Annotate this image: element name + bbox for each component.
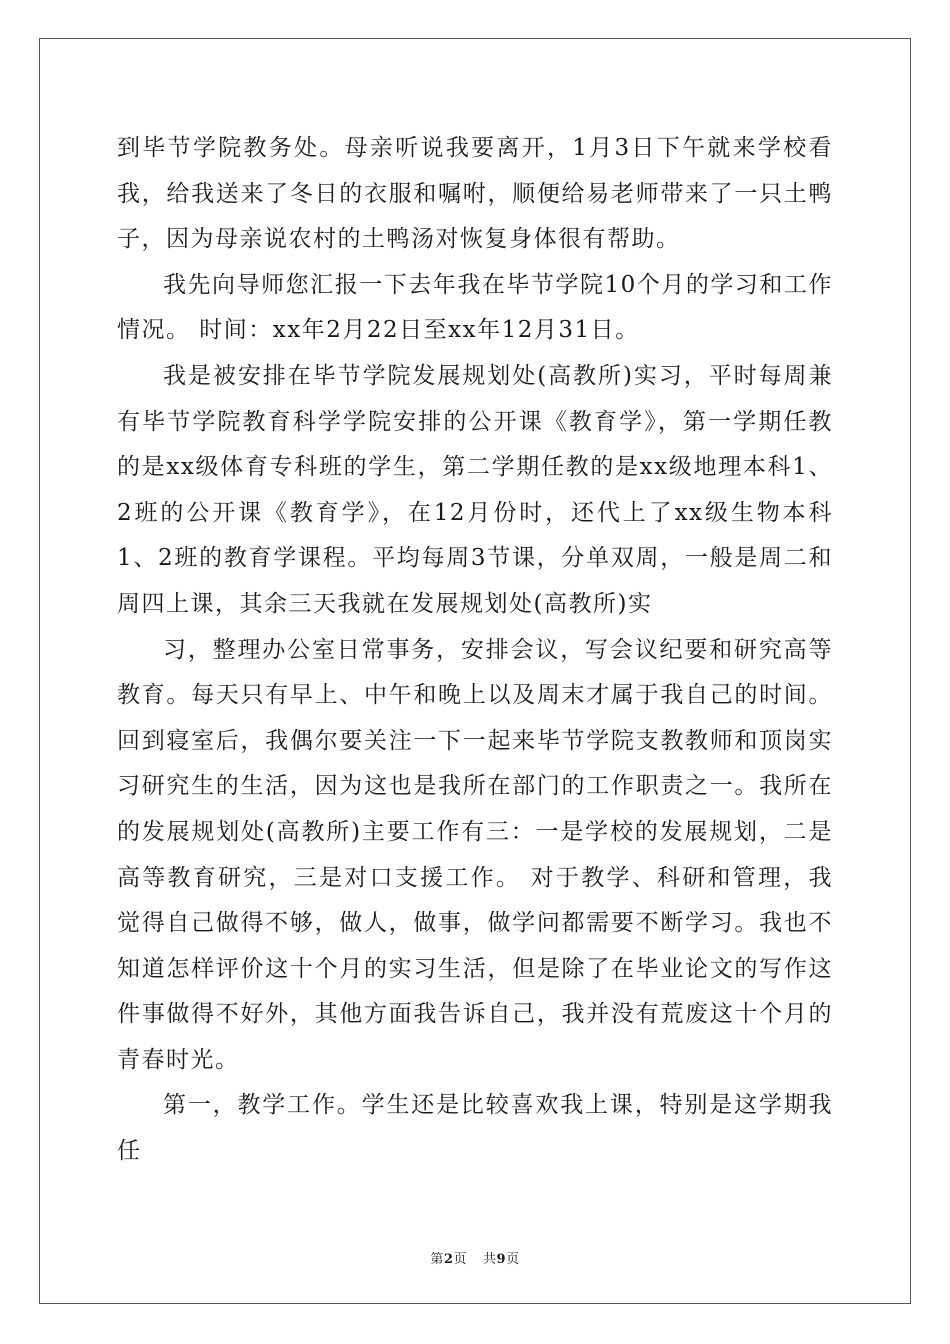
paragraph-3: 我是被安排在毕节学院发展规划处(高教所)实习，平时每周兼有毕节学院教育科学学院安排的公开课《教育学》，第一学期任教的是xx级体育专科班的学生，第二学期任教的是xx级地理本科1、2班的公开课《教育学》，在12月份时，还代上了xx级生物本科1、2班的教育学课程。平均每周3节课，分单双周，一般是周二和周四上课，其余三天我就在发展规划处(高教所)实	[117, 362, 833, 617]
page-prefix: 第	[430, 1252, 444, 1267]
page-total: 9	[496, 1252, 507, 1267]
document-body	[117, 126, 833, 1175]
paragraph-4: 习，整理办公室日常事务，安排会议，写会议纪要和研究高等教育。每天只有早上、中午和晚上以及周末才属于我自己的时间。回到寝室后，我偶尔要关注一下一起来毕节学院支教教师和顶岗实习研究生的生活，因为这也是我所在部门的工作职责之一。我所在的发展规划处(高教所)主要工作有三：一是学校的发展规划，二是高等教育研究，三是对口支援工作。 对于教学、科研和管理，我觉得自己做得不够，做人，做事，做学问都需要不断学习。我也不知道怎样评价这十个月的实习生活，但是除了在毕业论文的写作这件事做得不好外，其他方面我告诉自己，我并没有荒废这十个月的青春时光。	[117, 636, 833, 1073]
paragraph-2: 我先向导师您汇报一下去年我在毕节学院10个月的学习和工作情况。 时间：xx年2月22日至xx年12月31日。	[117, 271, 833, 344]
paragraph-5: 第一，教学工作。学生还是比较喜欢我上课，特别是这学期我任	[117, 1092, 833, 1165]
page-footer	[0, 1248, 950, 1267]
paragraph-1: 到毕节学院教务处。母亲听说我要离开，1月3日下午就来学校看我，给我送来了冬日的衣服和嘱咐，顺便给易老师带来了一只土鸭子，因为母亲说农村的土鸭汤对恢复身体很有帮助。	[117, 135, 833, 253]
page-suffix: 页	[453, 1252, 467, 1267]
total-prefix: 共	[483, 1252, 497, 1267]
page-number: 2	[443, 1252, 454, 1267]
total-suffix: 页	[506, 1252, 520, 1267]
